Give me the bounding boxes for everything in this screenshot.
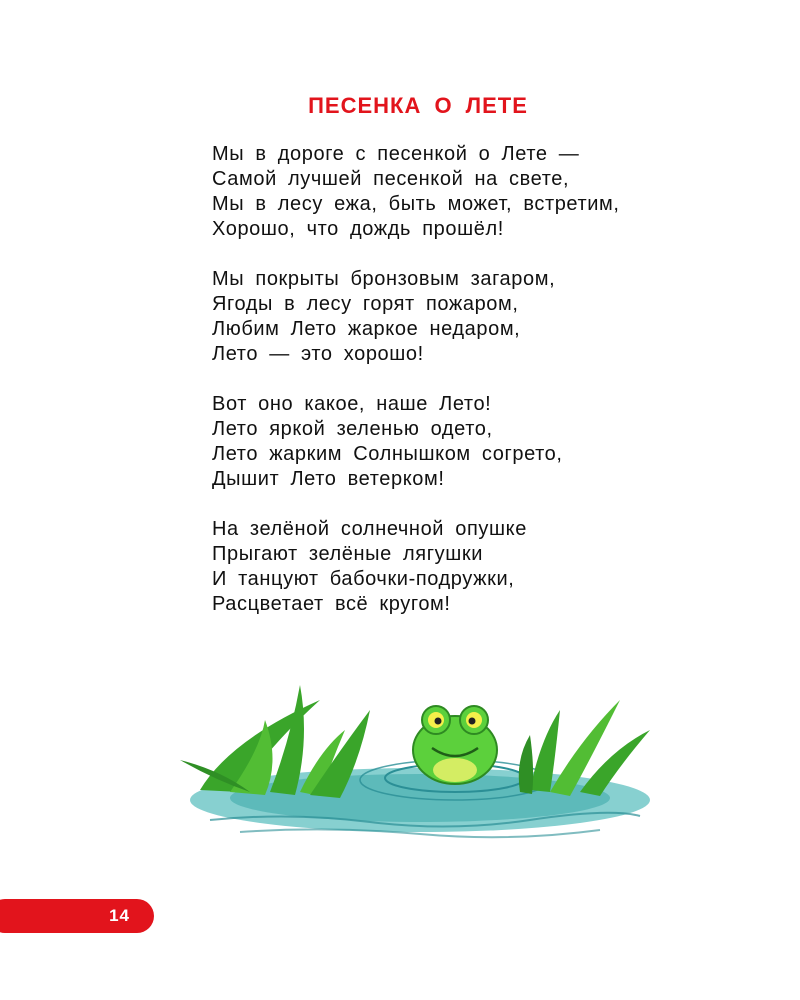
poem-line: И танцуют бабочки-подружки,: [212, 568, 515, 590]
poem-line: Вот оно какое, наше Лето!: [212, 393, 492, 415]
poem-line: На зелёной солнечной опушке: [212, 518, 527, 540]
poem-line: Лето яркой зеленью одето,: [212, 418, 493, 440]
poem-line: Мы покрыты бронзовым загаром,: [212, 268, 556, 290]
page-number-tab: [0, 899, 154, 933]
frog-pond-illustration: [170, 680, 670, 850]
frog: [413, 706, 497, 784]
stanza-4: [212, 517, 620, 617]
poem-line: Лето жарким Солнышком согрето,: [212, 443, 563, 465]
poem-line: Хорошо, что дождь прошёл!: [212, 218, 504, 240]
stanza-3: [212, 392, 620, 492]
poem-line: Ягоды в лесу горят пожаром,: [212, 293, 519, 315]
poem-line: Дышит Лето ветерком!: [212, 468, 445, 490]
stanza-2: [212, 267, 620, 367]
poem-line: Мы в дороге с песенкой о Лете —: [212, 143, 580, 165]
page-number: 14: [109, 906, 130, 925]
poem-line: Прыгают зелёные лягушки: [212, 543, 483, 565]
poem-line: Лето — это хорошо!: [212, 343, 424, 365]
poem-title: ПЕСЕНКА О ЛЕТЕ: [308, 93, 528, 118]
stanza-1: [212, 142, 620, 242]
poem-line: Мы в лесу ежа, быть может, встретим,: [212, 193, 620, 215]
poem-line: Расцветает всё кругом!: [212, 593, 451, 615]
poem-body: [212, 142, 620, 642]
poem-line: Любим Лето жаркое недаром,: [212, 318, 521, 340]
reeds-left: [180, 685, 370, 798]
poem-line: Самой лучшей песенкой на свете,: [212, 168, 570, 190]
